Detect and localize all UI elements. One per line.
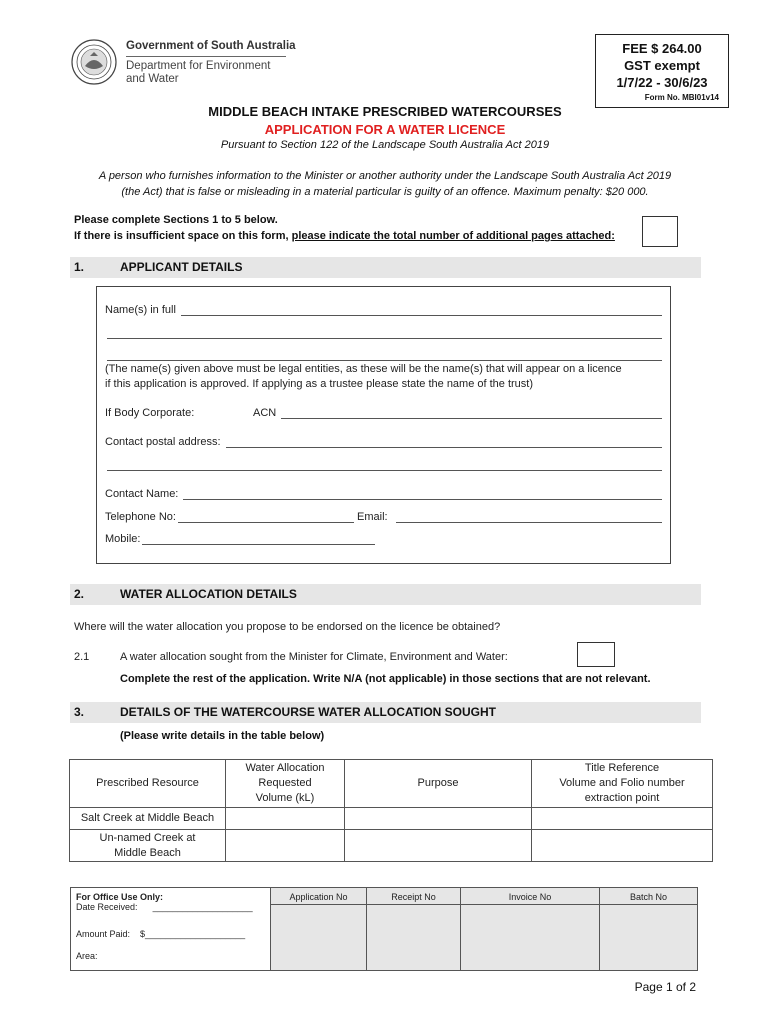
- date-received-label: Date Received:: [76, 902, 138, 912]
- telephone-label: Telephone No:: [105, 511, 176, 523]
- resource-salt-creek: Salt Creek at Middle Beach: [70, 808, 226, 830]
- instructions-line1: Please complete Sections 1 to 5 below.: [74, 214, 278, 226]
- department-name-line1: Department for Environment: [126, 60, 271, 72]
- telephone-line[interactable]: [178, 511, 354, 523]
- unnamed-creek-title-cell[interactable]: [532, 830, 713, 862]
- page-number: Page 1 of 2: [634, 980, 696, 994]
- amount-paid-blank: $____________________: [140, 929, 246, 939]
- warning-line1: A person who furnishes information to the Minister or another authority under the Landscape South Australia Act 2019: [98, 170, 672, 182]
- contact-name-label: Contact Name:: [105, 488, 182, 500]
- header-purpose: Purpose: [345, 760, 532, 808]
- allocation-table: [69, 759, 713, 862]
- postal-address-label: Contact postal address:: [105, 436, 224, 448]
- postal-address-field[interactable]: [105, 436, 662, 448]
- section2-title: WATER ALLOCATION DETAILS: [120, 587, 297, 601]
- header-receipt-no: Receipt No: [367, 888, 461, 905]
- section1-header: [70, 257, 701, 278]
- section1-title: APPLICANT DETAILS: [120, 260, 243, 274]
- document-title: MIDDLE BEACH INTAKE PRESCRIBED WATERCOURSES: [208, 104, 562, 119]
- mobile-label: Mobile:: [105, 533, 141, 545]
- instructions: [74, 212, 615, 244]
- header-prescribed-resource: Prescribed Resource: [70, 760, 226, 808]
- header-application-no: Application No: [271, 888, 367, 905]
- table-row: [70, 808, 713, 830]
- header-allocation-line1: Water Allocation: [245, 762, 325, 774]
- applicant-details-box: [96, 286, 671, 564]
- email-line[interactable]: [396, 511, 662, 523]
- names-note-line2: if this application is approved. If applying as a trustee please state the name of the trust): [105, 378, 534, 390]
- department-name-line2: and Water: [126, 73, 179, 85]
- names-field[interactable]: [105, 304, 662, 316]
- postal-address-field-line2[interactable]: [105, 459, 662, 471]
- section3-title: DETAILS OF THE WATERCOURSE WATER ALLOCATION SOUGHT: [120, 705, 496, 719]
- names-line2[interactable]: [107, 327, 662, 339]
- names-label: Name(s) in full: [105, 304, 179, 316]
- office-use-title: For Office Use Only:: [76, 892, 164, 902]
- header-batch-no: Batch No: [600, 888, 698, 905]
- salt-creek-volume-cell[interactable]: [226, 808, 345, 830]
- legislation-reference: Pursuant to Section 122 of the Landscape South Australia Act 2019: [220, 139, 550, 151]
- instructions-pages-prompt: please indicate the total number of additional pages attached:: [291, 230, 615, 242]
- body-corporate-label: If Body Corporate:: [105, 407, 195, 419]
- header-title-line2: Volume and Folio number: [559, 777, 685, 789]
- header-allocation-volume: [226, 760, 345, 808]
- email-label: Email:: [353, 511, 394, 523]
- unnamed-creek-line1: Un-named Creek at: [99, 831, 196, 844]
- government-logo: [70, 38, 300, 88]
- receipt-no-cell: [367, 905, 461, 971]
- section1-number: 1.: [74, 260, 85, 274]
- instructions-line2: If there is insufficient space on this form,: [74, 230, 292, 242]
- unnamed-creek-volume-cell[interactable]: [226, 830, 345, 862]
- logo-divider: [126, 56, 286, 57]
- resource-unnamed-creek: [70, 830, 226, 862]
- acn-line[interactable]: [281, 407, 662, 419]
- fee-amount: FEE $ 264.00: [622, 41, 702, 56]
- names-note: [105, 362, 662, 392]
- item-2-1-number: 2.1: [74, 651, 90, 663]
- header-title-line1: Title Reference: [584, 762, 660, 774]
- amount-paid-label: Amount Paid:: [76, 929, 131, 939]
- contact-name-field[interactable]: [105, 488, 662, 500]
- unnamed-creek-line2: Middle Beach: [114, 846, 181, 859]
- postal-address-line[interactable]: [226, 436, 662, 448]
- header-title-line3: extraction point: [584, 792, 660, 804]
- complete-note: Complete the rest of the application. Write N/A (not applicable) in those sections that are not relevant.: [120, 673, 651, 685]
- salt-creek-purpose-cell[interactable]: [345, 808, 532, 830]
- section3-header: [70, 702, 701, 723]
- acn-label: ACN: [253, 407, 280, 419]
- header-title-reference: [532, 760, 713, 808]
- government-name: Government of South Australia: [126, 40, 296, 52]
- office-use-table: [70, 887, 698, 971]
- table-instruction: (Please write details in the table below): [120, 730, 325, 742]
- mobile-field[interactable]: [105, 533, 375, 545]
- header-allocation-line3: Volume (kL): [255, 792, 315, 804]
- section3-number: 3.: [74, 705, 85, 719]
- fee-period: 1/7/22 - 30/6/23: [616, 75, 708, 90]
- section2-header: [70, 584, 701, 605]
- names-note-line1: (The name(s) given above must be legal entities, as these will be the name(s) that will appear on a licence: [105, 363, 622, 375]
- telephone-email-field[interactable]: [105, 511, 662, 523]
- contact-name-line[interactable]: [183, 488, 662, 500]
- section2-number: 2.: [74, 587, 85, 601]
- unnamed-creek-purpose-cell[interactable]: [345, 830, 532, 862]
- mobile-line[interactable]: [142, 533, 375, 545]
- date-received-blank: ____________________: [152, 902, 253, 912]
- offence-warning: [60, 168, 710, 200]
- document-subtitle: APPLICATION FOR A WATER LICENCE: [264, 122, 506, 137]
- names-line[interactable]: [181, 304, 662, 316]
- state-seal-icon: [70, 38, 118, 86]
- body-corporate-field[interactable]: [105, 407, 662, 419]
- gst-status: GST exempt: [624, 58, 700, 73]
- office-use-block: [71, 888, 271, 971]
- header-invoice-no: Invoice No: [461, 888, 600, 905]
- names-field-line3[interactable]: [105, 349, 662, 361]
- postal-address-line2[interactable]: [107, 459, 662, 471]
- header-allocation-line2: Requested: [258, 777, 312, 789]
- table-row: [70, 830, 713, 862]
- table-header-row: [70, 760, 713, 808]
- names-line3[interactable]: [107, 349, 662, 361]
- salt-creek-title-cell[interactable]: [532, 808, 713, 830]
- names-field-line2[interactable]: [105, 327, 662, 339]
- invoice-no-cell: [461, 905, 600, 971]
- form-number: Form No. MBI01v14: [644, 93, 719, 102]
- item-2-1-text: A water allocation sought from the Minister for Climate, Environment and Water:: [120, 651, 508, 663]
- warning-line2: (the Act) that is false or misleading in a material particular is guilty of an offence. Maximum penalty: $20 000.: [121, 186, 649, 198]
- allocation-question: Where will the water allocation you propose to be endorsed on the licence be obtained?: [74, 621, 501, 633]
- application-no-cell: [271, 905, 367, 971]
- additional-pages-input[interactable]: [642, 216, 678, 247]
- batch-no-cell: [600, 905, 698, 971]
- minister-allocation-checkbox[interactable]: [577, 642, 615, 667]
- area-label: Area:: [76, 951, 98, 961]
